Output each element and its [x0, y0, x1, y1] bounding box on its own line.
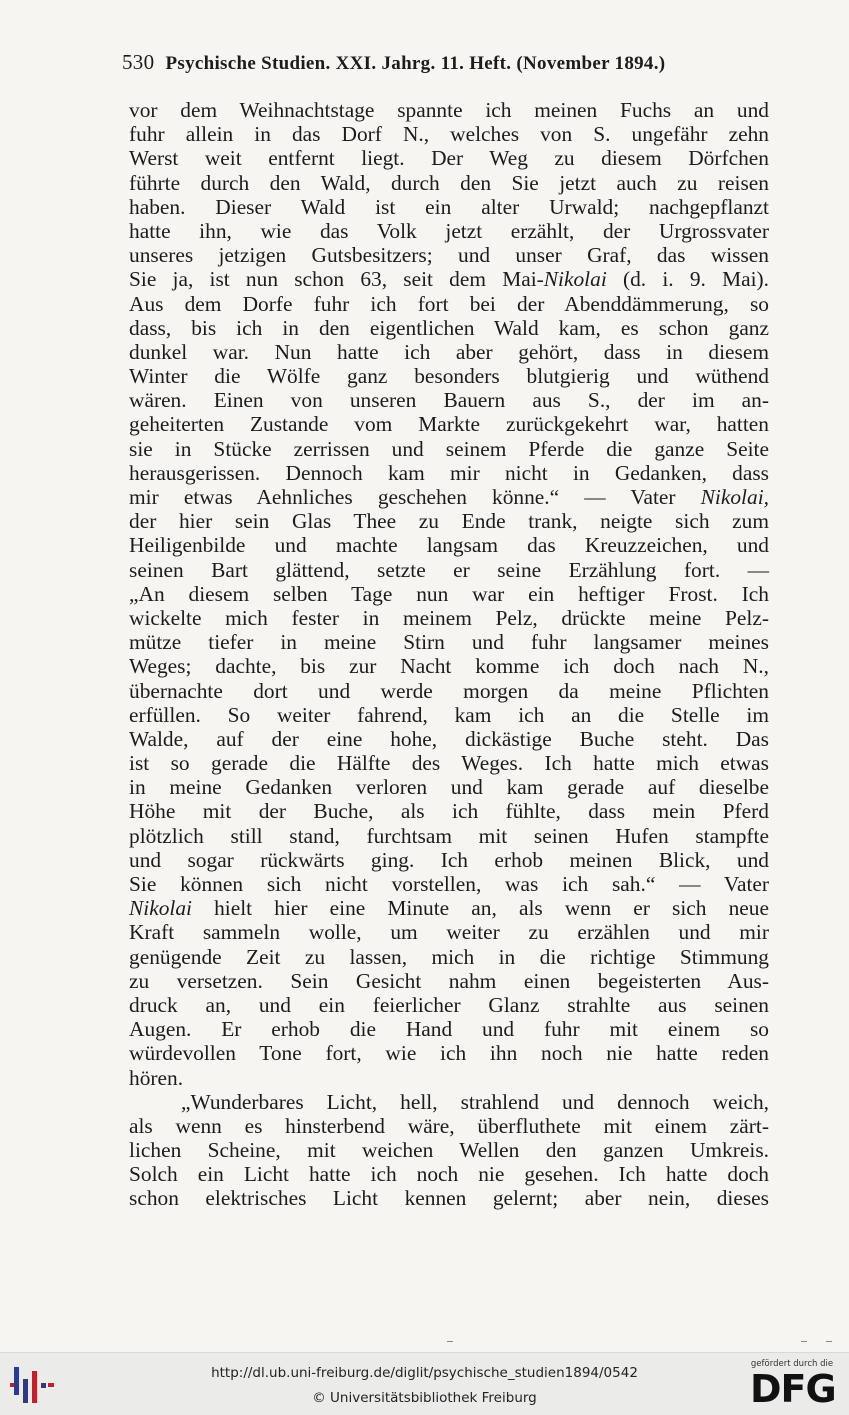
text-line: plötzlich still stand, furchtsam mit seinen Hufen stampfte: [129, 823, 769, 848]
scan-mark: [801, 1341, 807, 1342]
text-line: haben. Dieser Wald ist ein alter Urwald; nachgepflanzt: [129, 194, 769, 219]
page-number: 530: [122, 50, 155, 74]
text-line: seinen Bart glättend, setzte er seine Erzählung fort. —: [129, 557, 769, 582]
text-line: sie in Stücke zerrissen und seinem Pferde die ganze Seite: [129, 436, 769, 461]
text-line: wickelte mich fester in meinem Pelz, drückte meine Pelz-: [129, 605, 769, 630]
text-line: Kraft sammeln wolle, um weiter zu erzählen und mir: [129, 920, 769, 945]
text-line: der hier sein Glas Thee zu Ende trank, neigte sich zum: [129, 509, 769, 534]
text-line: „Wunderbares Licht, hell, strahlend und dennoch weich,: [181, 1089, 769, 1114]
text-line: Sie ja, ist nun schon 63, seit dem Mai-Nikolai (d. i. 9. Mai).: [129, 267, 769, 292]
text-line: übernachte dort und werde morgen da meine Pflichten: [129, 678, 769, 703]
text-line: geheiterten Zustande vom Markte zurückgekehrt war, hatten: [129, 412, 769, 437]
text-line: mir etwas Aehnliches geschehen könne.“ — Vater Nikolai,: [129, 485, 769, 509]
text-line: genügende Zeit zu lassen, mich in die richtige Stimmung: [129, 944, 769, 969]
text-line: Solch ein Licht hatte ich noch nie gesehen. Ich hatte doch: [129, 1162, 769, 1187]
text-line: führte durch den Wald, durch den Sie jetzt auch zu reisen: [129, 170, 769, 195]
body-text: [129, 98, 769, 1211]
text-line: wären. Einen von unseren Bauern aus S., der im an-: [129, 388, 769, 413]
text-line: druck an, und ein feierlicher Glanz strahlte aus seinen: [129, 992, 769, 1017]
text-line: „An diesem selben Tage nun war ein heftiger Frost. Ich: [129, 581, 769, 606]
text-line: unseres jetzigen Gutsbesitzers; und unser Graf, das wissen: [129, 243, 769, 268]
text-line: Nikolai hielt hier eine Minute an, als wenn er sich neue: [129, 896, 769, 921]
text-line: Werst weit entfernt liegt. Der Weg zu diesem Dörfchen: [129, 146, 769, 171]
text-line: mütze tiefer in meine Stirn und fuhr langsamer meines: [129, 630, 769, 655]
running-header: [122, 50, 772, 75]
scan-mark: [447, 1341, 453, 1342]
text-line: vor dem Weihnachtstage spannte ich meinen Fuchs an und: [129, 98, 769, 122]
viewer-footer: [0, 1352, 849, 1415]
text-line: Walde, auf der eine hohe, dickästige Buche steht. Das: [129, 726, 769, 751]
text-line: Weges; dachte, bis zur Nacht komme ich doch nach N.,: [129, 654, 769, 679]
text-line: schon elektrisches Licht kennen gelernt; aber nein, dieses: [129, 1186, 769, 1211]
text-line: erfüllen. So weiter fahrend, kam ich an die Stelle im: [129, 702, 769, 727]
text-line: Winter die Wölfe ganz besonders blutgierig und wüthend: [129, 364, 769, 389]
text-line: zu versetzen. Sein Gesicht nahm einen begeisterten Aus-: [129, 968, 769, 993]
dfg-caption: gefördert durch die: [750, 1359, 834, 1369]
dfg-logo: [742, 1359, 842, 1411]
text-line: fuhr allein in das Dorf N., welches von S. ungefähr zehn: [129, 122, 769, 147]
text-line: lichen Scheine, mit weichen Wellen den ganzen Umkreis.: [129, 1138, 769, 1163]
text-line: würdevollen Tone fort, wie ich ihn noch nie hatte reden: [129, 1041, 769, 1066]
copyright-notice: © Universitätsbibliothek Freiburg: [312, 1390, 537, 1406]
text-line: dass, bis ich in den eigentlichen Wald kam, es schon ganz: [129, 315, 769, 340]
text-line: Augen. Er erhob die Hand und fuhr mit einem so: [129, 1017, 769, 1042]
text-line: hören.: [129, 1065, 184, 1090]
text-line: Aus dem Dorfe fuhr ich fort bei der Abenddämmerung, so: [129, 291, 769, 316]
text-line: Höhe mit der Buche, als ich fühlte, dass mein Pferd: [129, 799, 769, 824]
text-line: dunkel war. Nun hatte ich aber gehört, dass in diesem: [129, 339, 769, 364]
running-title: Psychische Studien. XXI. Jahrg. 11. Heft. (November 1894.): [165, 53, 666, 74]
text-line: Heiligenbilde und machte langsam das Kreuzzeichen, und: [129, 533, 769, 558]
dfg-mark: DFG: [750, 1367, 836, 1411]
text-line: herausgerissen. Dennoch kam mir nicht in Gedanken, dass: [129, 460, 769, 485]
scan-mark: [826, 1341, 832, 1342]
text-line: als wenn es hinsterbend wäre, überfluthete mit einem zärt-: [129, 1113, 769, 1138]
source-url[interactable]: http://dl.ub.uni-freiburg.de/diglit/psychische_studien1894/0542: [211, 1365, 638, 1381]
text-line: hatte ihn, wie das Volk jetzt erzählt, der Urgrossvater: [129, 218, 769, 243]
text-line: ist so gerade die Hälfte des Weges. Ich hatte mich etwas: [129, 751, 769, 776]
text-line: und sogar rückwärts ging. Ich erhob meinen Blick, und: [129, 847, 769, 872]
text-line: in meine Gedanken verloren und kam gerade auf dieselbe: [129, 775, 769, 800]
text-line: Sie können sich nicht vorstellen, was ich sah.“ — Vater: [129, 872, 769, 896]
